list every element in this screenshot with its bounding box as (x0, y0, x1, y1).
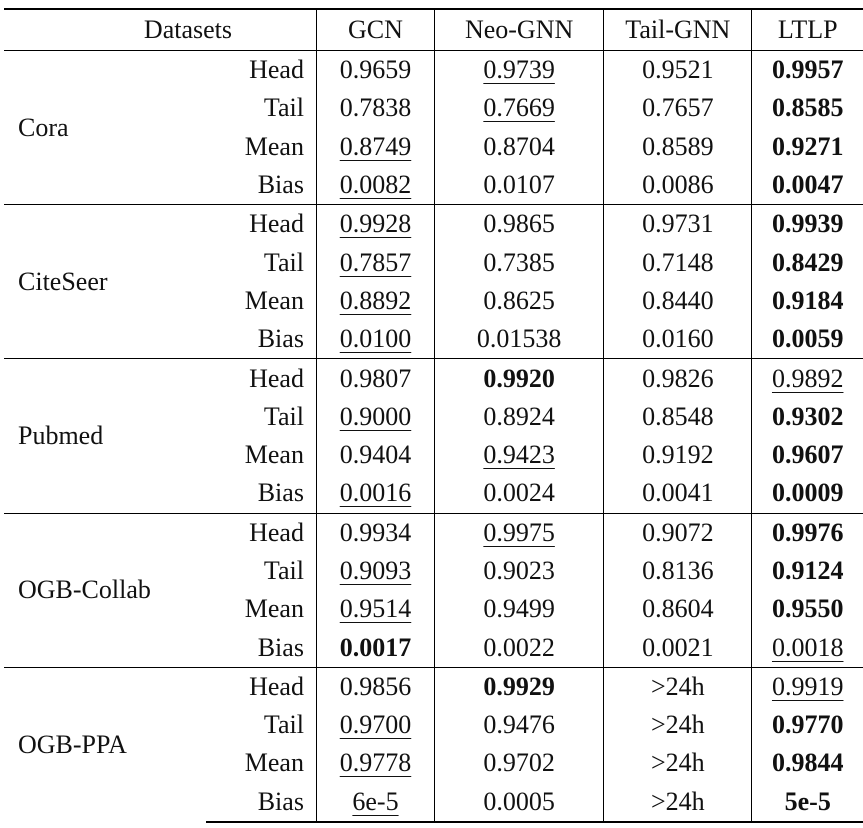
value-cell-gcn (316, 706, 434, 744)
model-header-neo-gnn: Neo-GNN (435, 9, 604, 51)
best-value: 0.9844 (771, 748, 844, 778)
value-text: 0.8440 (642, 285, 714, 315)
best-value: 0.9302 (771, 401, 844, 431)
value-cell-ltlp (752, 667, 863, 706)
best-value: 0.8585 (771, 93, 844, 123)
best-value: 0.9929 (483, 671, 555, 701)
value-cell-neo-gnn (435, 628, 604, 667)
second-best-value: 0.7857 (339, 247, 412, 277)
best-value: 0.0009 (771, 478, 844, 508)
value-cell-tail-gnn (604, 320, 752, 359)
metric-label: Head (206, 513, 316, 552)
value-cell-tail-gnn (604, 513, 752, 552)
value-cell-ltlp (752, 783, 863, 822)
value-cell-gcn (316, 243, 434, 281)
metric-label: Bias (257, 170, 304, 200)
table-row (4, 513, 863, 552)
value-cell-tail-gnn (604, 89, 752, 127)
second-best-value: 0.9975 (483, 517, 555, 547)
value-cell-neo-gnn (435, 128, 604, 166)
value-text: 0.7385 (483, 247, 555, 277)
best-value: 0.9271 (771, 131, 844, 161)
value-text: 0.8136 (642, 556, 714, 585)
value-cell-tail-gnn (604, 552, 752, 590)
value-cell-ltlp (752, 744, 863, 782)
value-cell-ltlp (752, 166, 863, 205)
model-header-tail-gnn: Tail-GNN (604, 9, 752, 51)
value-cell-gcn (316, 474, 434, 513)
value-cell-neo-gnn (435, 783, 604, 822)
second-best-value: 0.9919 (771, 671, 844, 701)
metric-label: Bias (206, 783, 316, 822)
value-text: 0.8704 (483, 131, 555, 161)
datasets-header: Datasets (4, 9, 316, 51)
value-cell-ltlp (752, 51, 863, 90)
value-cell-gcn (316, 89, 434, 127)
results-body (4, 51, 863, 822)
value-cell-ltlp (752, 128, 863, 166)
value-cell-ltlp (752, 474, 863, 513)
value-text: 0.7657 (642, 93, 714, 123)
metric-label: Bias (257, 324, 304, 354)
value-cell-ltlp (752, 513, 863, 552)
second-best-value: 0.9739 (483, 55, 555, 85)
value-text: 0.9659 (339, 55, 412, 85)
value-text: 0.0086 (642, 170, 714, 200)
model-header-gcn: GCN (316, 9, 434, 51)
value-cell-ltlp (752, 320, 863, 359)
metric-label: Tail (263, 710, 304, 740)
value-text: 0.9934 (339, 517, 412, 547)
value-cell-tail-gnn (604, 436, 752, 474)
value-cell-neo-gnn (435, 474, 604, 513)
second-best-value: 0.9514 (339, 594, 412, 624)
value-cell-neo-gnn (435, 552, 604, 590)
value-text: 0.9499 (483, 594, 555, 624)
value-cell-gcn (316, 359, 434, 398)
value-cell-tail-gnn (604, 667, 752, 706)
value-cell-neo-gnn (435, 744, 604, 782)
value-cell-gcn (316, 628, 434, 667)
value-text: 0.9023 (483, 556, 555, 585)
value-text: 0.9807 (339, 363, 412, 393)
second-best-value: 6e-5 (352, 786, 399, 816)
dataset-name: OGB-Collab (4, 513, 206, 667)
value-text: 0.9192 (642, 440, 714, 470)
value-text: 0.9731 (642, 209, 714, 239)
best-value: 0.0017 (339, 632, 412, 662)
value-cell-neo-gnn (435, 205, 604, 244)
value-cell-ltlp (752, 243, 863, 281)
value-cell-neo-gnn (435, 436, 604, 474)
value-cell-tail-gnn (604, 590, 752, 628)
second-best-value: 0.7669 (483, 93, 555, 123)
value-cell-gcn (316, 51, 434, 90)
table-row (4, 667, 863, 706)
value-cell-gcn (316, 513, 434, 552)
value-text: 0.8589 (642, 131, 714, 161)
value-cell-ltlp (752, 590, 863, 628)
value-cell-ltlp (752, 359, 863, 398)
value-cell-neo-gnn (435, 282, 604, 320)
value-cell-tail-gnn (604, 51, 752, 90)
value-text: 0.9856 (339, 671, 412, 701)
results-table (4, 8, 863, 823)
header-row (4, 9, 863, 51)
value-text: >24h (650, 710, 705, 740)
value-text: >24h (650, 671, 705, 701)
value-text: 0.9476 (483, 710, 555, 740)
value-text: 0.9702 (483, 748, 555, 778)
metric-label: Tail (263, 93, 304, 123)
metric-label: Tail (263, 556, 304, 585)
value-cell-tail-gnn (604, 744, 752, 782)
model-header-ltlp: LTLP (752, 9, 863, 51)
value-cell-tail-gnn (604, 398, 752, 436)
value-text: 0.7148 (642, 247, 714, 277)
metric-label: Tail (263, 401, 304, 431)
value-cell-gcn (316, 783, 434, 822)
value-cell-gcn (316, 744, 434, 782)
value-text: 0.0107 (483, 170, 555, 200)
value-text: >24h (650, 786, 705, 816)
best-value: 0.9957 (771, 55, 844, 85)
value-cell-neo-gnn (435, 320, 604, 359)
value-cell-gcn (316, 282, 434, 320)
table-row (4, 51, 863, 90)
best-value: 0.0047 (771, 170, 844, 200)
best-value: 0.9550 (771, 594, 844, 624)
value-text: 0.0021 (642, 632, 714, 662)
value-cell-neo-gnn (435, 166, 604, 205)
value-text: 0.0160 (642, 324, 714, 354)
value-text: 0.0041 (642, 478, 714, 508)
value-cell-gcn (316, 205, 434, 244)
best-value: 0.9124 (771, 556, 844, 585)
value-cell-gcn (316, 128, 434, 166)
value-cell-gcn (316, 166, 434, 205)
value-cell-ltlp (752, 552, 863, 590)
best-value: 0.0059 (771, 324, 844, 354)
value-cell-tail-gnn (604, 166, 752, 205)
value-text: 0.9865 (483, 209, 555, 239)
metric-label: Head (206, 667, 316, 706)
value-cell-gcn (316, 436, 434, 474)
second-best-value: 0.9093 (339, 556, 412, 585)
metric-label: Mean (244, 594, 304, 624)
second-best-value: 0.9892 (771, 363, 844, 393)
value-text: 0.7838 (339, 93, 412, 123)
value-cell-neo-gnn (435, 359, 604, 398)
value-cell-neo-gnn (435, 243, 604, 281)
metric-label: Bias (257, 632, 304, 662)
dataset-name: CiteSeer (4, 205, 206, 359)
value-text: 0.8924 (483, 401, 555, 431)
value-cell-neo-gnn (435, 398, 604, 436)
value-cell-gcn (316, 398, 434, 436)
metric-label: Head (206, 51, 316, 90)
value-text: 0.0022 (483, 632, 555, 662)
value-text: 0.01538 (476, 324, 562, 354)
value-cell-tail-gnn (604, 243, 752, 281)
value-cell-ltlp (752, 628, 863, 667)
table-row (4, 205, 863, 244)
value-text: 0.8548 (642, 401, 714, 431)
value-text: 0.8625 (483, 285, 555, 315)
best-value: 0.9607 (771, 440, 844, 470)
table-row (4, 359, 863, 398)
value-cell-tail-gnn (604, 706, 752, 744)
value-cell-tail-gnn (604, 359, 752, 398)
second-best-value: 0.0100 (339, 324, 412, 354)
value-cell-tail-gnn (604, 205, 752, 244)
metric-label: Mean (244, 285, 304, 315)
second-best-value: 0.9928 (339, 209, 412, 239)
value-cell-tail-gnn (604, 282, 752, 320)
dataset-name: Cora (4, 51, 206, 205)
value-cell-gcn (316, 590, 434, 628)
dataset-name: OGB-PPA (4, 667, 206, 822)
value-cell-neo-gnn (435, 667, 604, 706)
value-cell-gcn (316, 320, 434, 359)
value-cell-gcn (316, 552, 434, 590)
metric-label: Mean (244, 131, 304, 161)
best-value: 0.8429 (771, 247, 844, 277)
value-cell-neo-gnn (435, 706, 604, 744)
value-cell-tail-gnn (604, 628, 752, 667)
value-cell-neo-gnn (435, 590, 604, 628)
value-cell-neo-gnn (435, 89, 604, 127)
second-best-value: 0.0016 (339, 478, 412, 508)
value-text: 0.9072 (642, 517, 714, 547)
value-text: 0.8604 (642, 594, 714, 624)
value-cell-neo-gnn (435, 513, 604, 552)
best-value: 0.9770 (771, 710, 844, 740)
second-best-value: 0.9423 (483, 440, 555, 470)
second-best-value: 0.8892 (339, 285, 412, 315)
metric-label: Mean (244, 748, 304, 778)
metric-label: Tail (263, 247, 304, 277)
best-value: 0.9976 (771, 517, 844, 547)
metric-label: Bias (257, 478, 304, 508)
best-value: 0.9920 (483, 363, 555, 393)
value-text: 0.9521 (642, 55, 714, 85)
value-cell-gcn (316, 667, 434, 706)
value-cell-tail-gnn (604, 783, 752, 822)
dataset-name: Pubmed (4, 359, 206, 513)
best-value: 0.9184 (771, 285, 844, 315)
metric-label: Head (206, 205, 316, 244)
value-text: 0.0024 (483, 478, 555, 508)
best-value: 5e-5 (784, 786, 831, 816)
value-cell-ltlp (752, 89, 863, 127)
second-best-value: 0.0082 (339, 170, 412, 200)
value-cell-tail-gnn (604, 474, 752, 513)
value-cell-tail-gnn (604, 128, 752, 166)
best-value: 0.9939 (771, 209, 844, 239)
second-best-value: 0.9700 (339, 710, 412, 740)
metric-label: Head (206, 359, 316, 398)
value-cell-neo-gnn (435, 51, 604, 90)
value-cell-ltlp (752, 398, 863, 436)
value-cell-ltlp (752, 282, 863, 320)
value-cell-ltlp (752, 205, 863, 244)
value-text: 0.9404 (339, 440, 412, 470)
second-best-value: 0.0018 (771, 632, 844, 662)
value-cell-ltlp (752, 706, 863, 744)
value-text: 0.0005 (483, 786, 555, 816)
second-best-value: 0.8749 (339, 131, 412, 161)
value-cell-ltlp (752, 436, 863, 474)
second-best-value: 0.9778 (339, 748, 412, 778)
value-text: 0.9826 (642, 363, 714, 393)
metric-label: Mean (244, 440, 304, 470)
value-text: >24h (650, 748, 705, 778)
second-best-value: 0.9000 (339, 401, 412, 431)
